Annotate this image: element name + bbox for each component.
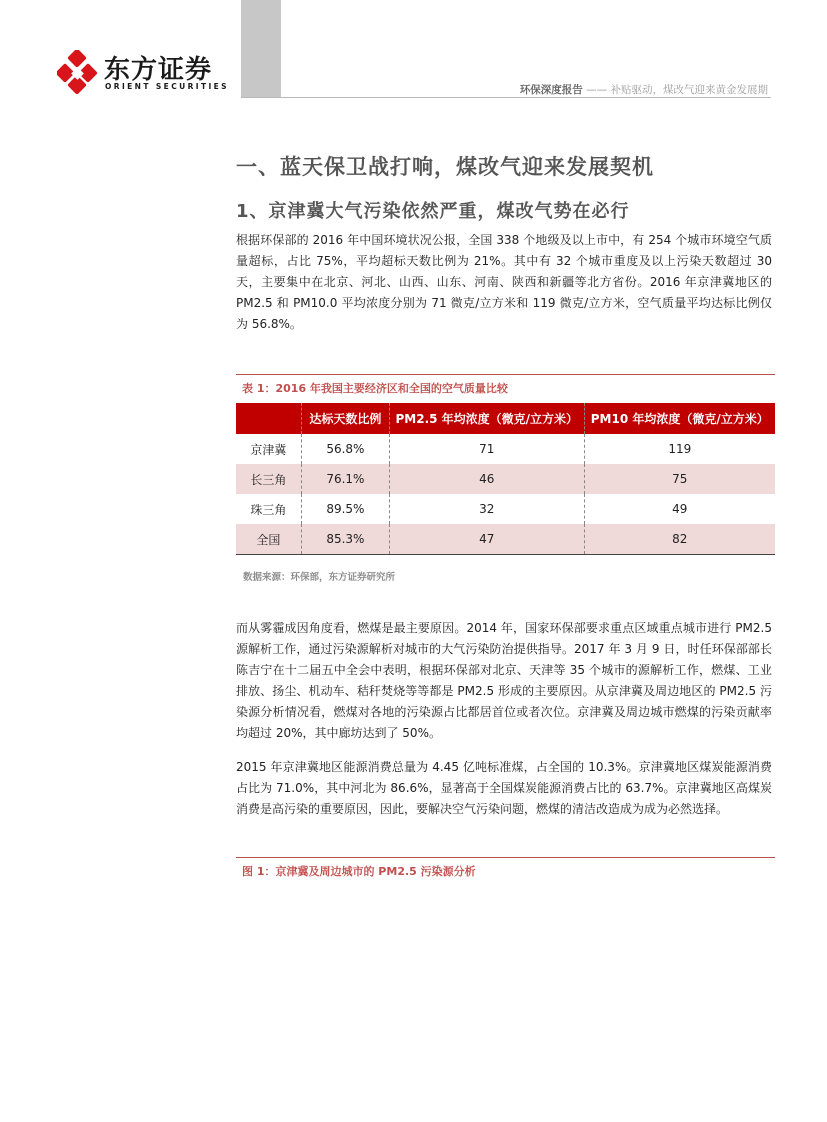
paragraph-air-quality: 根据环保部的 2016 年中国环境状况公报，全国 338 个地级及以上市中，有 254 个城市环境空气质量超标，占比 75%，平均超标天数比例为 21%。其中有 32 个城市重度及以上污染天数超过 30 天，主要集中在北京、河北、山西、山东、河南、陕西和新疆等北方省份。2016 年京津冀地区的 PM2.5 和 PM10.0 平均浓度分别为 71 微克/立方米和 119 微克/立方米，空气质量平均达标比例仅为 56.8%。: [236, 233, 772, 331]
pm25-cell: 46: [390, 464, 585, 494]
table-header-cell: [236, 403, 301, 434]
orient-logo-icon: [57, 50, 101, 94]
pm25-cell: 71: [390, 434, 585, 464]
compliance-cell: 56.8%: [301, 434, 389, 464]
header-report-tag: [520, 82, 768, 97]
paragraph-smog-causes: 而从雾霾成因角度看，燃煤是最主要原因。2014 年，国家环保部要求重点区域重点城市进行 PM2.5 源解析工作，通过污染源解析对城市的大气污染防治提供指导。2017 年 3 月 9 日，时任环保部部长陈吉宁在十二届五中全会中表明，根据环保部对北京、天津等 35 个城市的源解析工作，燃煤、工业排放、扬尘、机动车、秸秆焚烧等等都是 PM2.5 形成的主要原因。从京津冀及周边地区的 PM2.5 污染源分析情况看，燃煤对各地的污染源占比都居首位或者次位。京津冀及周边城市燃煤的污染贡献率均超过 20%，其中廊坊达到了 50%。: [236, 621, 772, 740]
header-separator: ——: [582, 84, 611, 96]
region-cell: 珠三角: [250, 502, 287, 517]
pm25-cell: 47: [390, 524, 585, 555]
section-heading: 一、蓝天保卫战打响，煤改气迎来发展契机: [236, 155, 654, 179]
table-header-cell: 达标天数比例: [301, 403, 389, 434]
subsection-heading: 1、京津冀大气污染依然严重，煤改气势在必行: [236, 201, 630, 222]
compliance-cell: 76.1%: [301, 464, 389, 494]
table-header-cell: PM2.5 年均浓度（微克/立方米）: [390, 403, 585, 434]
figure-caption: 图 1：京津冀及周边城市的 PM2.5 污染源分析: [236, 857, 775, 879]
region-cell: 长三角: [236, 464, 301, 494]
pm10-cell: 75: [584, 464, 775, 494]
table-header-cell: PM10 年均浓度（微克/立方米）: [584, 403, 775, 434]
header-divider: [241, 97, 771, 98]
pm10-cell: 119: [584, 434, 775, 464]
region-cell: 全国: [236, 524, 301, 555]
logo-english-name: ORIENT SECURITIES: [105, 82, 229, 91]
report-type: 环保深度报告: [519, 84, 583, 96]
table-row: [236, 494, 775, 524]
compliance-cell: 89.5%: [301, 494, 389, 524]
pm10-cell: 82: [584, 524, 775, 555]
pm10-cell: 49: [584, 494, 775, 524]
table-row: [236, 464, 775, 494]
pm25-cell: 32: [390, 494, 585, 524]
paragraph-energy-consumption: 2015 年京津冀地区能源消费总量为 4.45 亿吨标准煤，占全国的 10.3%。京津冀地区煤炭能源消费占比为 71.0%，其中河北为 86.6%，显著高于全国煤炭能源消费占比的 63.7%。京津冀地区高煤炭消费是高污染的重要原因，因此，要解决空气污染问题，燃煤的清洁改造成为成为必然选择。: [236, 760, 772, 816]
table-row: [236, 524, 775, 555]
table-caption: 表 1：2016 年我国主要经济区和全国的空气质量比较: [236, 374, 775, 396]
report-title: 补贴驱动，煤改气迎来黄金发展期: [610, 84, 768, 96]
region-cell: 京津冀: [250, 442, 287, 457]
table-row: [236, 434, 775, 464]
table-header-row: [236, 403, 775, 434]
table-source: 数据来源：环保部，东方证券研究所: [243, 572, 396, 583]
header-gray-band: [241, 0, 281, 97]
logo-chinese-name: 东方证券: [104, 55, 213, 85]
compliance-cell: 85.3%: [301, 524, 389, 555]
air-quality-table: [236, 403, 775, 555]
